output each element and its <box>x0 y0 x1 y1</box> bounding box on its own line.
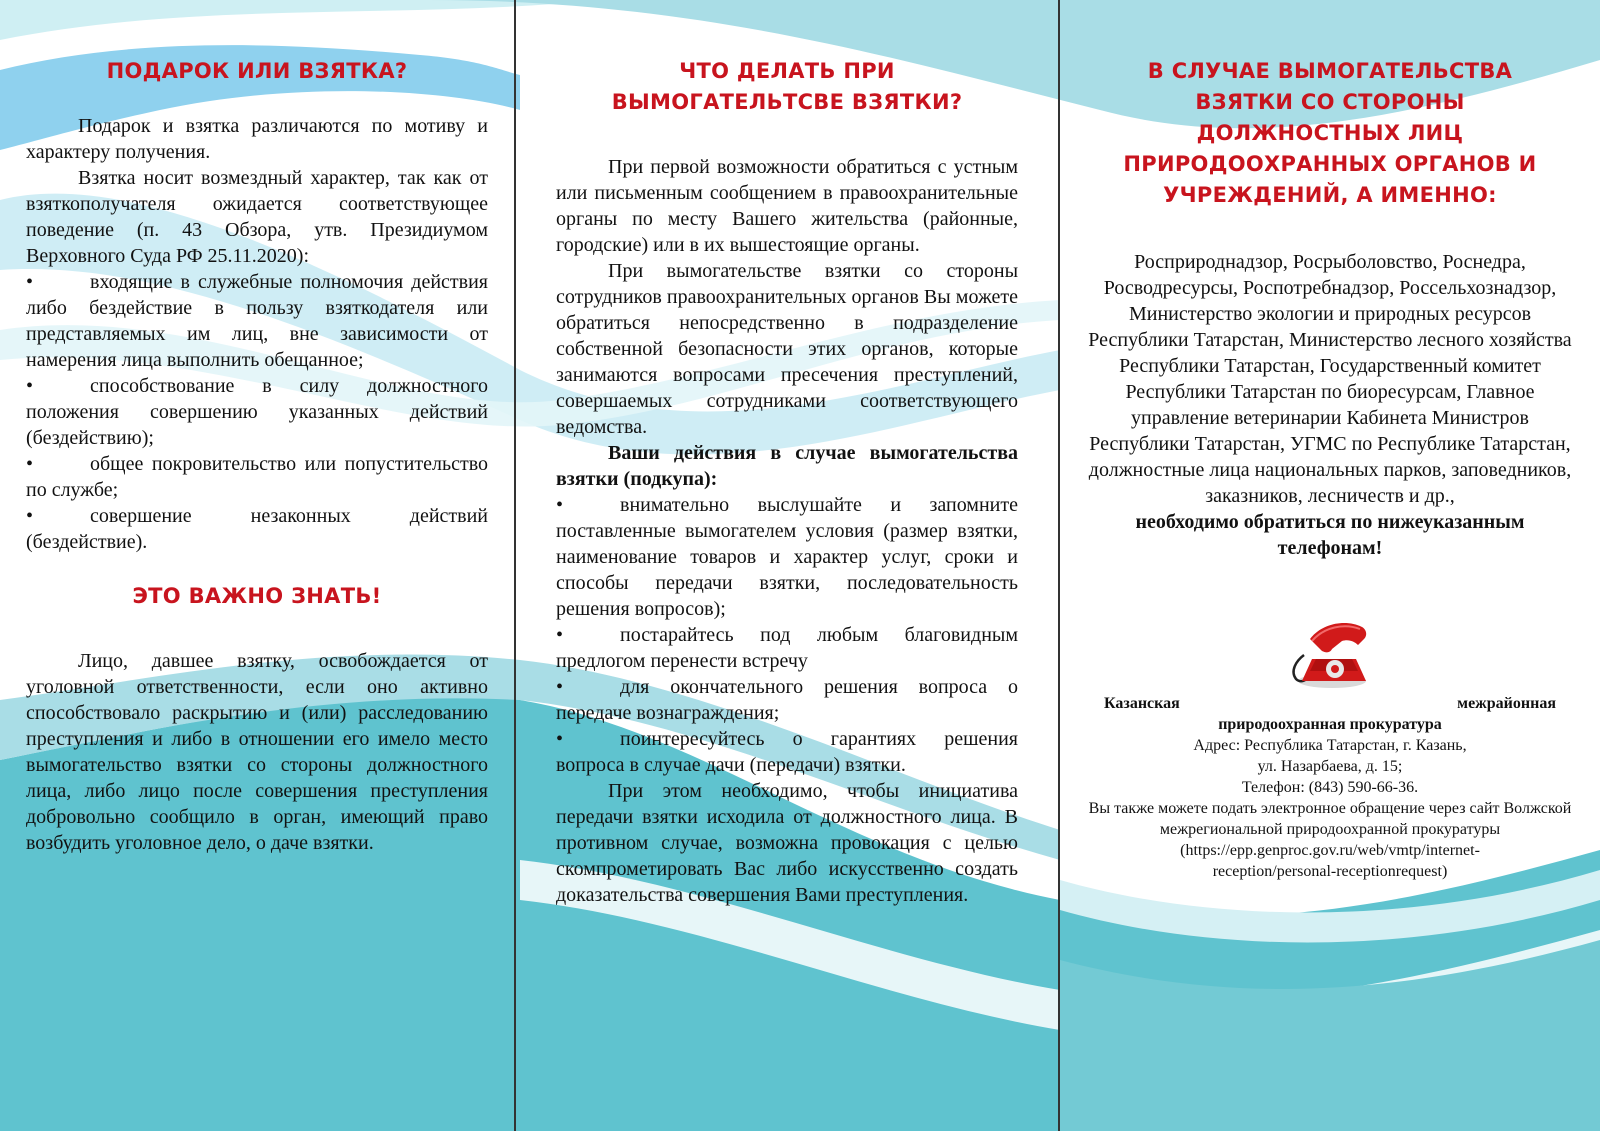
heading-important: ЭТО ВАЖНО ЗНАТЬ! <box>132 584 382 608</box>
heading-what-to-do <box>556 56 1018 118</box>
list-item-text: поинтересуйтесь о гарантиях решения вопроса в случае дачи (передачи) взятки. <box>556 728 1018 776</box>
list-item <box>556 674 1018 726</box>
heading-line: ЧТО ДЕЛАТЬ ПРИ <box>679 59 895 83</box>
call-to-action: необходимо обратиться по нижеуказанным телефонам! <box>1135 511 1525 559</box>
heading-line: ВЫМОГАТЕЛЬТСВЕ ВЗЯТКИ? <box>611 90 963 114</box>
list-item <box>26 503 488 555</box>
list-item-text: совершение незаконных действий (бездействие). <box>26 505 488 553</box>
paragraph-initiative: При этом необходимо, чтобы инициатива передачи взятки исходила от должностного лица. В противном случае, возможна провокация с целью скомпрометировать Вас либо искусственно создать доказательства совершения Вами преступления. <box>556 780 1018 906</box>
bullet-icon: • <box>556 728 564 750</box>
list-item <box>556 622 1018 674</box>
heading-line: УЧРЕЖДЕНИЙ, А ИМЕННО: <box>1163 183 1497 207</box>
bullet-icon: • <box>26 505 34 527</box>
url-line: (https://epp.genproc.gov.ru/web/vmtp/internet- <box>1180 842 1480 859</box>
panel-right <box>1060 0 1600 1131</box>
list-item-text: внимательно выслушайте и запомните поставленные вымогателем условия (размер взятки, наименование товаров и характер услуг, сроки и способы передачи взятки, последовательность решения вопросов); <box>556 494 1018 620</box>
list-item-text: постарайтесь под любым благовидным предлогом перенести встречу <box>556 624 1018 672</box>
list-item <box>26 269 488 373</box>
agencies-list: Росприроднадзор, Росрыболовство, Роснедра, Росводресурсы, Роспотребнадзор, Россельхознадзор, Министерство экологии и природных ресурсов Республики Татарстан, Министерство лесного хозяйства Республики Татарстан, Государственный комитет Республики Татарстан по биоресурсам, Главное управление ветеринарии Кабинета Министров Республики Татарстан, УГМС по Республике Татарстан, должностные лица национальных парков, заповедников, заказников, лесничеств и др., <box>1088 251 1572 507</box>
list-item-text: для окончательного решения вопроса о передаче вознаграждения; <box>556 676 1018 724</box>
online-note: Вы также можете подать электронное обращение через сайт Волжской межрегиональной природоохранной прокуратуры <box>1088 800 1572 838</box>
panel-middle <box>516 0 1058 1131</box>
bullet-icon: • <box>26 375 34 397</box>
address-line: ул. Назарбаева, д. 15; <box>1257 758 1403 775</box>
heading-line: ДОЛЖНОСТНЫХ ЛИЦ <box>1196 121 1464 145</box>
phone-number: Телефон: (843) 590-66-36. <box>1241 779 1419 796</box>
list-item <box>26 451 488 503</box>
paragraph-first-step: При первой возможности обратиться с устным или письменным сообщением в правоохранительные органы по месту Вашего жительства (районные, городские) или в их вышестоящие органы. <box>556 156 1018 256</box>
reception-url[interactable] <box>1084 840 1576 882</box>
bullet-icon: • <box>26 271 34 293</box>
address-line: Адрес: Республика Татарстан, г. Казань, <box>1193 737 1467 754</box>
list-item <box>556 726 1018 778</box>
telephone-icon <box>1282 609 1378 693</box>
bullet-icon: • <box>556 624 564 646</box>
list-item-text: входящие в служебные полномочия действия либо бездействие в пользу взяткодателя или представляемых им лиц, вне зависимости от намерения лица выполнить обещанное; <box>26 271 488 371</box>
paragraph-law-enforcement: При вымогательстве взятки со стороны сотрудников правоохранительных органов Вы можете обратиться непосредственно в подразделение собственной безопасности этих органов, которые занимаются вопросами пресечения преступлений, совершаемых сотрудниками соответствующего ведомства. <box>556 260 1018 438</box>
url-line: reception/personal-receptionrequest) <box>1212 863 1448 880</box>
list-item <box>26 373 488 451</box>
heading-gift-or-bribe: ПОДАРОК ИЛИ ВЗЯТКА? <box>106 59 408 83</box>
heading-line: ПРИРОДООХРАННЫХ ОРГАНОВ И <box>1123 152 1537 176</box>
bullet-icon: • <box>26 453 34 475</box>
actions-title: Ваши действия в случае вымогательства взятки (подкупа): <box>556 442 1018 490</box>
paragraph-exemption: Лицо, давшее взятку, освобождается от уголовной ответственности, если оно активно способствовало раскрытию и (или) расследованию преступления и либо в отношении его имело место вымогательство взятки со стороны должностного лица, либо лицо после совершения преступления добровольно сообщило в орган, имеющий право возбудить уголовное дело, о даче взятки. <box>26 650 488 854</box>
panel-left <box>0 0 514 1131</box>
bullet-icon: • <box>556 676 564 698</box>
list-item <box>556 492 1018 622</box>
contact-title: Казанская межрайонная <box>1104 695 1556 712</box>
paragraph-difference: Подарок и взятка различаются по мотиву и характеру получения. <box>26 115 488 163</box>
heading-line: ВЗЯТКИ СО СТОРОНЫ <box>1195 90 1465 114</box>
paragraph-bribe-nature: Взятка носит возмездный характер, так как от взяткополучателя ожидается соответствующее поведение (п. 43 Обзора, утв. Президиумом Верховного Суда РФ 25.11.2020): <box>26 167 488 267</box>
heading-extortion-officials <box>1084 56 1576 211</box>
bullet-icon: • <box>556 494 564 516</box>
contact-title-line2: природоохранная прокуратура <box>1218 716 1442 733</box>
heading-line: В СЛУЧАЕ ВЫМОГАТЕЛЬСТВА <box>1147 59 1513 83</box>
list-item-text: способствование в силу должностного положения совершению указанных действий (бездействию); <box>26 375 488 449</box>
list-item-text: общее покровительство или попустительство по службе; <box>26 453 488 501</box>
